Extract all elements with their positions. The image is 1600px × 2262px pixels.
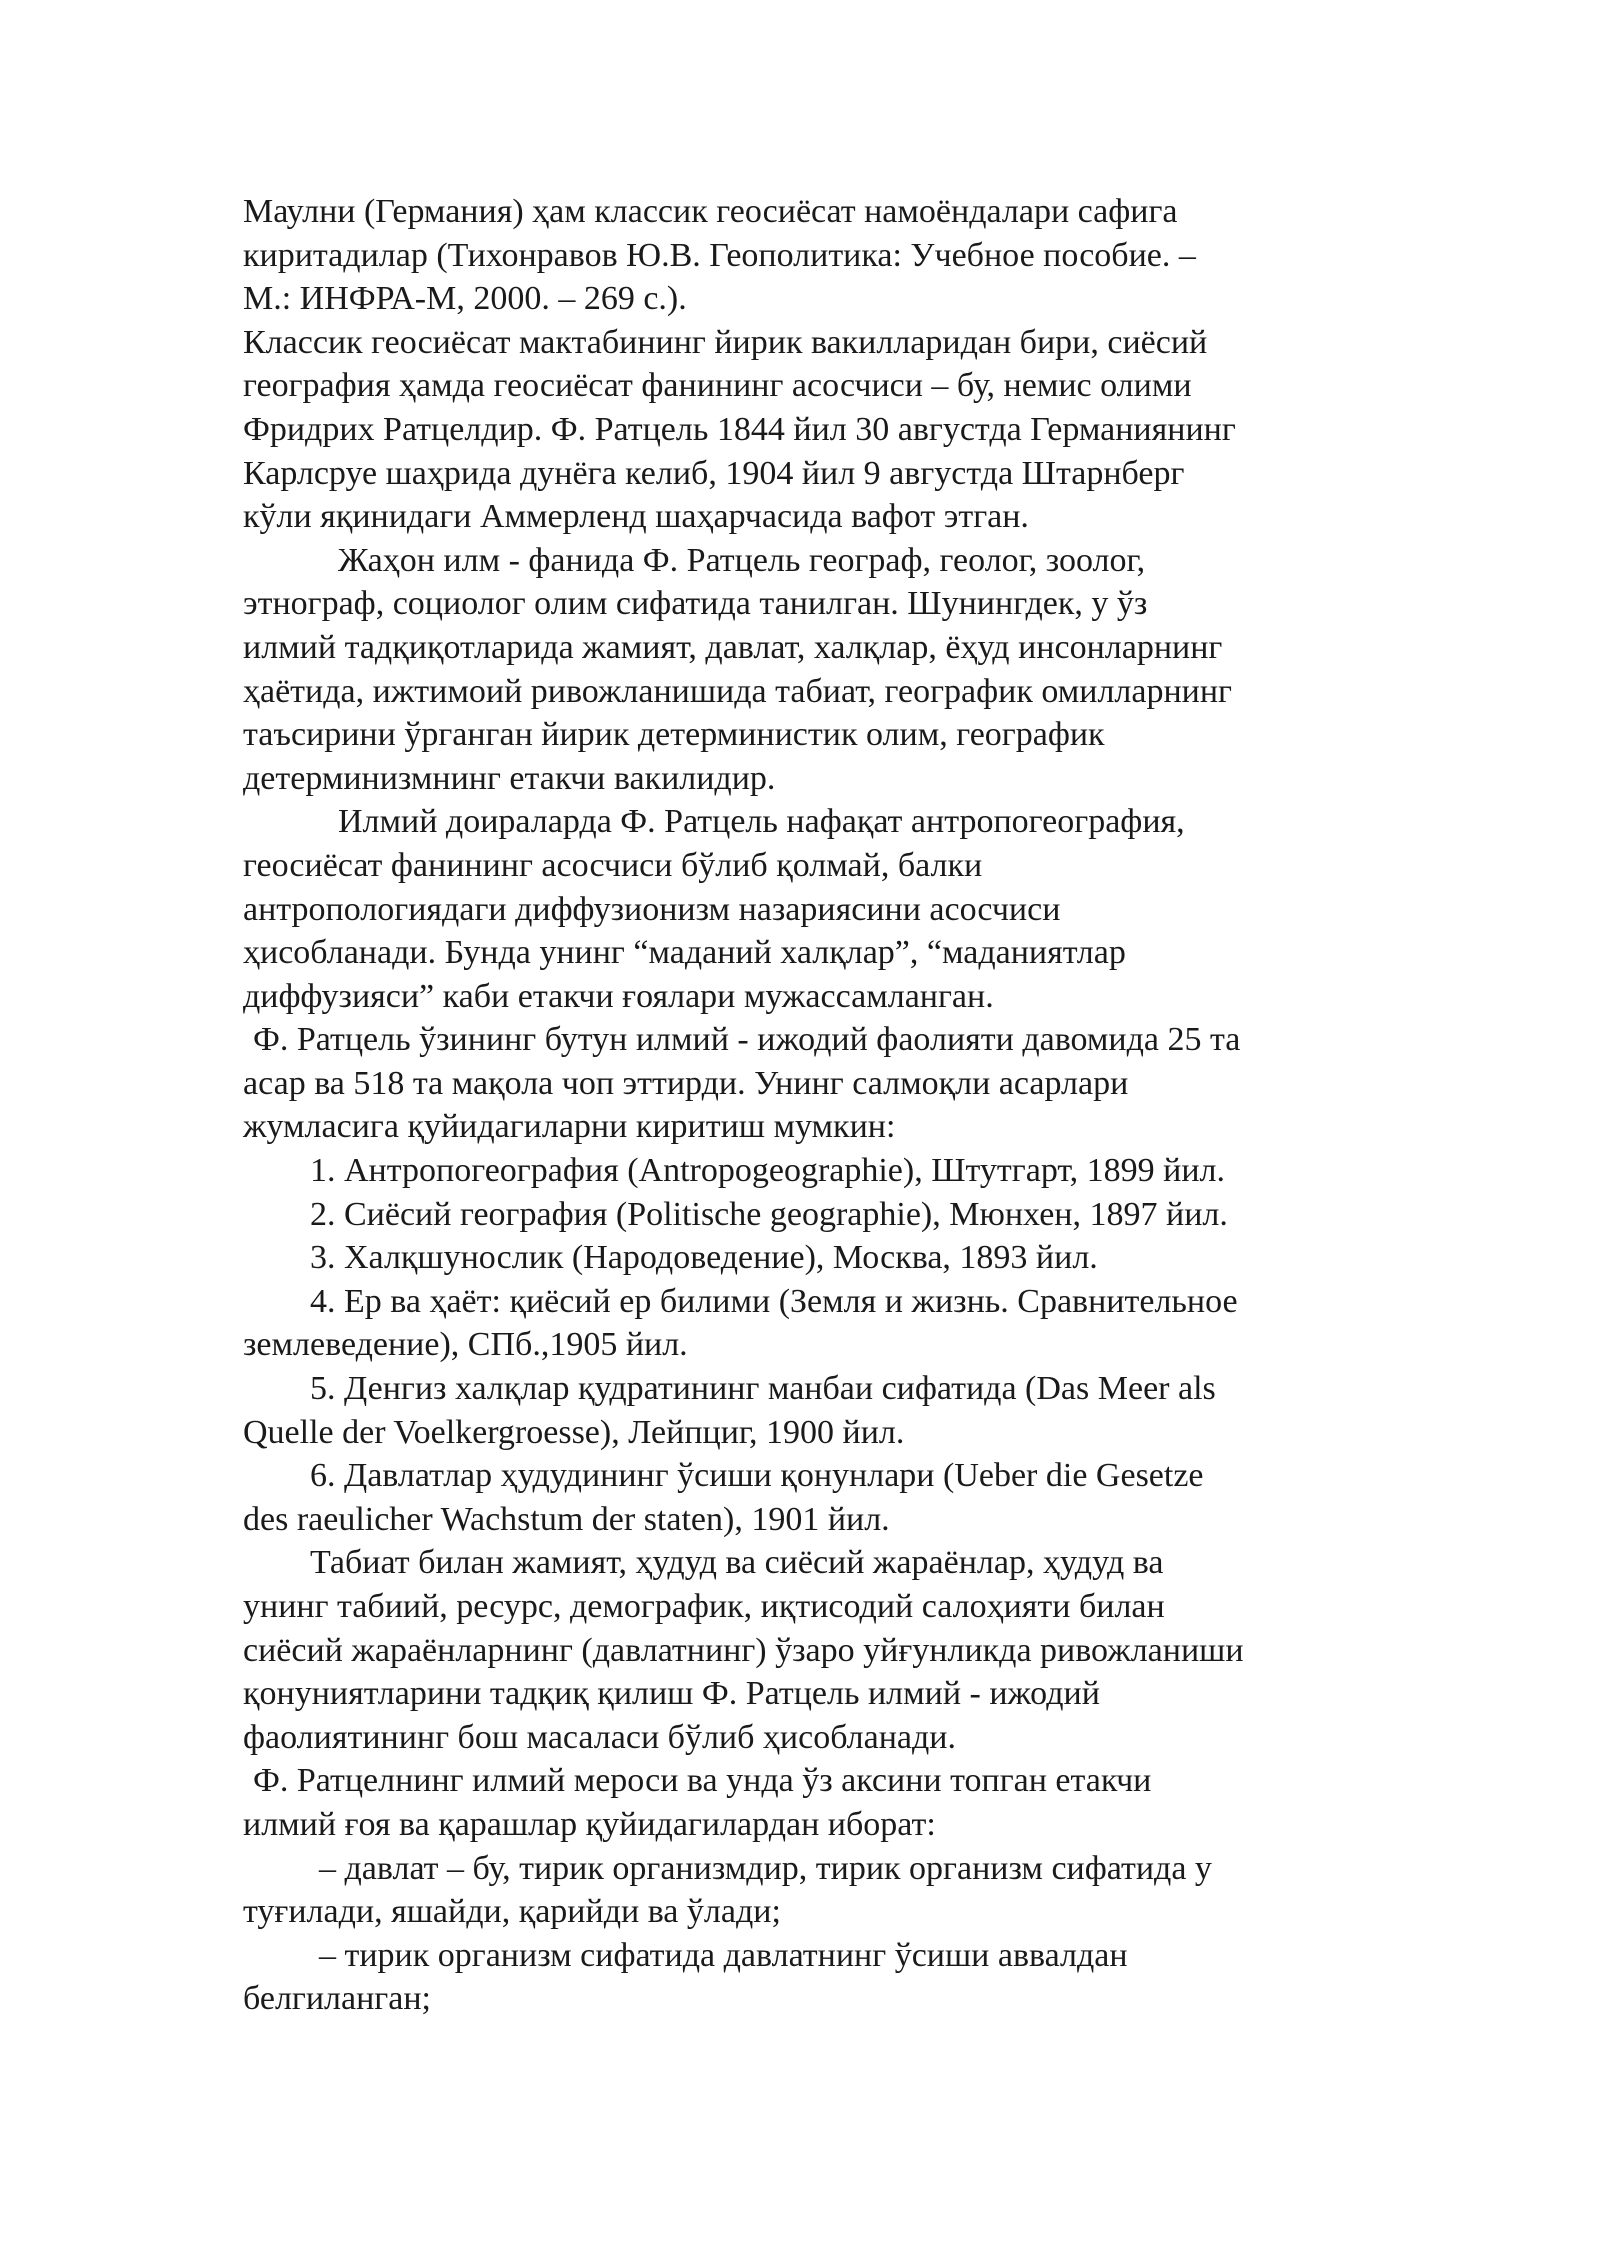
text-line: жумласига қуйидагиларни киритиш мумкин:	[243, 1108, 896, 1146]
list-item: 6. Давлатлар ҳудудининг ўсиши қонунлари (Ueber die Gesetze	[310, 1457, 1204, 1495]
text-line: Карлсруе шаҳрида дунёга келиб, 1904 йил 9 августда Штарнберг	[243, 454, 1185, 492]
paragraph-first-line: Табиат билан жамият, ҳудуд ва сиёсий жараёнлар, ҳудуд ва	[310, 1544, 1164, 1582]
text-line: М.: ИНФРА-М, 2000. – 269 с.).	[243, 280, 687, 318]
text-line: киритадилар (Тихонравов Ю.В. Геополитика: Учебное пособие. –	[243, 236, 1196, 274]
text-line: детерминизмнинг етакчи вакилидир.	[243, 759, 776, 797]
text-line: ҳаётида, ижтимоий ривожланишида табиат, географик омилларнинг	[243, 672, 1233, 710]
text-line: илмий ғоя ва қарашлар қуйидагилардан иборат:	[243, 1805, 936, 1843]
dash-item: – давлат – бу, тирик организмдир, тирик организм сифатида у	[319, 1849, 1212, 1887]
text-line: геосиёсат фанининг асосчиси бўлиб қолмай, балки	[243, 846, 983, 884]
text-line: Классик геосиёсат мактабининг йирик вакилларидан бири, сиёсий	[243, 323, 1208, 361]
list-item-continuation: Quelle der Voelkergroesse), Лейпциг, 1900 йил.	[243, 1413, 905, 1451]
list-item: 1. Антропогеография (Antropogeographie), Штутгарт, 1899 йил.	[310, 1152, 1226, 1190]
text-line: этнограф, социолог олим сифатида танилган. Шунингдек, у ўз	[243, 585, 1148, 623]
paragraph-first-line: Жаҳон илм - фанида Ф. Ратцель географ, геолог, зоолог,	[338, 541, 1146, 579]
paragraph-first-line: Ф. Ратцель ўзининг бутун илмий - ижодий фаолияти давомида 25 та	[253, 1021, 1241, 1059]
list-item: 5. Денгиз халқлар қудратининг манбаи сифатида (Das Meer als	[310, 1370, 1216, 1408]
text-line: ҳисобланади. Бунда унинг “маданий халқлар”, “маданиятлар	[243, 934, 1126, 972]
list-item-continuation: землеведение), СПб.,1905 йил.	[243, 1326, 688, 1364]
document-body	[243, 190, 1383, 2021]
text-line: Фридрих Ратцелдир. Ф. Ратцель 1844 йил 30 августда Германиянинг	[243, 410, 1236, 448]
text-line: асар ва 518 та мақола чоп эттирди. Унинг салмоқли асарлари	[243, 1064, 1129, 1102]
list-item: 2. Сиёсий география (Politische geographie), Мюнхен, 1897 йил.	[310, 1195, 1228, 1233]
list-item: 3. Халқшунослик (Народоведение), Москва, 1893 йил.	[310, 1239, 1098, 1277]
paragraph-first-line: Илмий доираларда Ф. Ратцель нафақат антропогеография,	[338, 803, 1185, 841]
text-line: илмий тадқиқотларида жамият, давлат, халқлар, ёҳуд инсонларнинг	[243, 628, 1223, 666]
text-line: таъсирини ўрганган йирик детерминистик олим, географик	[243, 716, 1105, 754]
text-line: фаолиятининг бош масаласи бўлиб ҳисобланади.	[243, 1718, 956, 1756]
dash-item-continuation: туғилади, яшайди, қарийди ва ўлади;	[243, 1893, 781, 1931]
text-line: қонуниятларини тадқиқ қилиш Ф. Ратцель илмий - ижодий	[243, 1675, 1100, 1713]
text-line: Маулни (Германия) ҳам классик геосиёсат намоёндалари сафига	[243, 193, 1178, 230]
text-line: диффузияси” каби етакчи ғоялари мужассамланган.	[243, 977, 994, 1015]
dash-item-continuation: белгиланган;	[243, 1980, 431, 2018]
dash-item: – тирик организм сифатида давлатнинг ўсиши аввалдан	[319, 1936, 1128, 1974]
text-line: сиёсий жараёнларнинг (давлатнинг) ўзаро уйғунликда ривожланиши	[243, 1631, 1244, 1669]
list-item: 4. Ер ва ҳаёт: қиёсий ер билими (Земля и жизнь. Сравнительное	[310, 1282, 1238, 1320]
text-line: кўли яқинидаги Аммерленд шаҳарчасида вафот этган.	[243, 498, 1029, 536]
text-line: антропологиядаги диффузионизм назариясини асосчиси	[243, 890, 1061, 928]
text-line: унинг табиий, ресурс, демографик, иқтисодий салоҳияти билан	[243, 1588, 1165, 1625]
text-line: география ҳамда геосиёсат фанининг асосчиси – бу, немис олими	[243, 367, 1192, 405]
list-item-continuation: des raeulicher Wachstum der staten), 1901 йил.	[243, 1500, 890, 1538]
paragraph-first-line: Ф. Ратцелнинг илмий мероси ва унда ўз аксини топган етакчи	[253, 1762, 1152, 1800]
